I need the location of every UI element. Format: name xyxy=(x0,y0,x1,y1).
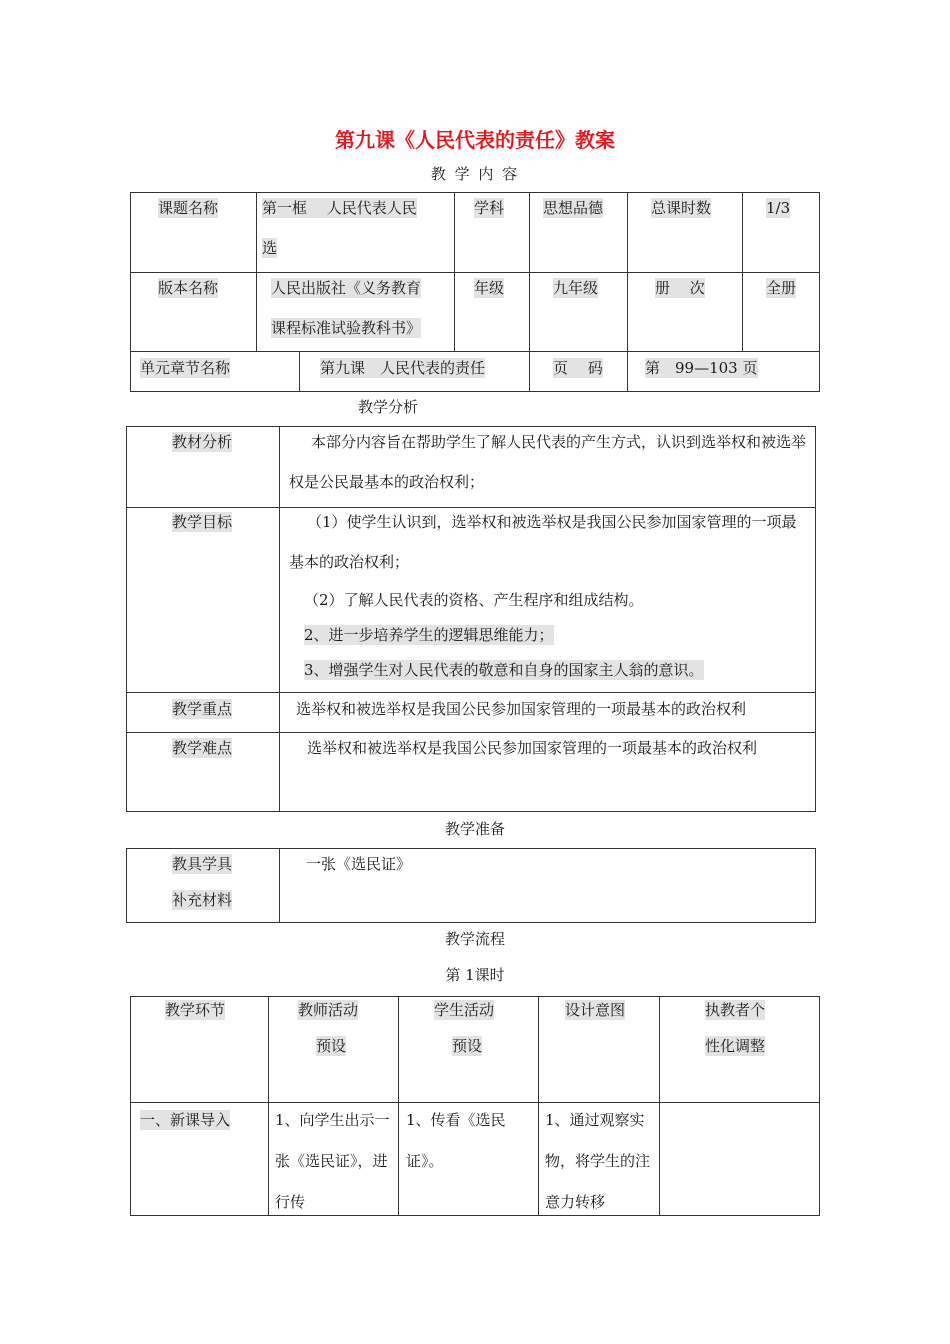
grade-value: 九年级 xyxy=(553,279,599,297)
header-student-1: 学生活动 xyxy=(434,1001,495,1019)
goals-label: 教学目标 xyxy=(172,513,233,531)
difficult-text: 选举权和被选举权是我国公民参加国家管理的一项最基本的政治权利 xyxy=(307,739,758,757)
topic-value-line1: 第一框 人民代表人民 xyxy=(262,199,417,217)
section-heading-analysis: 教学分析 xyxy=(358,398,419,416)
lesson-number: 第 1课时 xyxy=(445,966,505,984)
page-title: 第九课《人民代表的责任》教案 xyxy=(335,128,615,152)
goal-4: 3、增强学生对人民代表的敬意和自身的国家主人翁的意识。 xyxy=(304,661,704,679)
material-label: 教材分析 xyxy=(172,433,233,451)
goal-3: 2、进一步培养学生的逻辑思维能力； xyxy=(304,626,554,644)
row1-intent: 1、通过观察实物，将学生的注意力转移 xyxy=(545,1111,651,1211)
edition-label: 版本名称 xyxy=(158,279,219,297)
prep-label-2: 补充材料 xyxy=(172,891,233,909)
topic-label: 课题名称 xyxy=(158,199,219,217)
difficult-label: 教学难点 xyxy=(172,739,233,757)
row1-stage: 一、新课导入 xyxy=(140,1111,231,1129)
header-teacher-2: 预设 xyxy=(316,1037,347,1055)
subject-label: 学科 xyxy=(474,199,505,217)
chapter-label: 单元章节名称 xyxy=(140,359,231,377)
volume-label: 册 次 xyxy=(655,279,705,297)
header-stage: 教学环节 xyxy=(165,1001,226,1019)
volume-value: 全册 xyxy=(766,279,797,297)
prep-text: 一张《选民证》 xyxy=(306,855,412,873)
hours-label: 总课时数 xyxy=(651,199,712,217)
header-adjust-2: 性化调整 xyxy=(705,1037,766,1055)
section-heading-content: 教 学 内 容 xyxy=(430,165,520,183)
key-text: 选举权和被选举权是我国公民参加国家管理的一项最基本的政治权利 xyxy=(296,700,747,718)
header-student-2: 预设 xyxy=(452,1037,483,1055)
header-teacher-1: 教师活动 xyxy=(298,1001,359,1019)
goal-2: （2）了解人民代表的资格、产生程序和组成结构。 xyxy=(304,591,644,609)
goal-1: （1）使学生认识到，选举权和被选举权是我国公民参加国家管理的一项最基本的政治权利； xyxy=(289,513,797,571)
edition-value-line2: 课程标准试验教科书》 xyxy=(271,319,422,337)
section-heading-prep: 教学准备 xyxy=(444,820,505,838)
header-adjust-1: 执教者个 xyxy=(705,1001,766,1019)
grade-label: 年级 xyxy=(474,279,505,297)
chapter-value: 第九课 人民代表的责任 xyxy=(320,359,486,377)
hours-value: 1/3 xyxy=(766,199,791,217)
row1-teacher: 1、向学生出示一张《选民证》，进行传 xyxy=(275,1111,390,1211)
prep-label-1: 教具学具 xyxy=(172,855,233,873)
key-label: 教学重点 xyxy=(172,700,233,718)
topic-value-line2: 选 xyxy=(262,239,278,257)
header-intent: 设计意图 xyxy=(565,1001,626,1019)
material-text: 本部分内容旨在帮助学生了解人民代表的产生方式，认识到选举权和被选举权是公民最基本的政治权利； xyxy=(289,433,807,491)
edition-value-line1: 人民出版社《义务教育 xyxy=(271,279,422,297)
page-value: 第 99—103 页 xyxy=(645,359,758,377)
page-label: 页 码 xyxy=(553,359,603,377)
row1-student: 1、传看《选民证》。 xyxy=(406,1111,506,1170)
subject-value: 思想品德 xyxy=(543,199,604,217)
section-heading-flow: 教学流程 xyxy=(444,930,505,948)
